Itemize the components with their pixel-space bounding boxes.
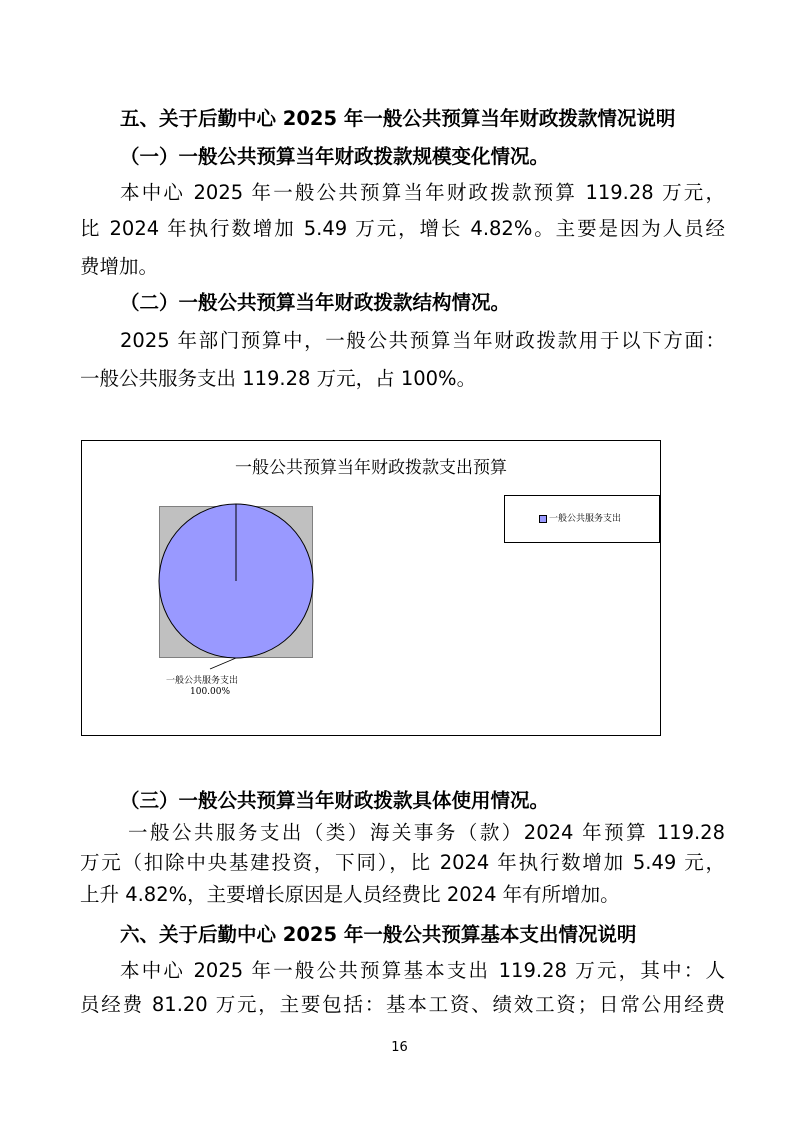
paragraph-line: 万元（扣除中央基建投资，下同），比 2024 年执行数增加 5.49 元， bbox=[80, 851, 725, 874]
legend-label: 一般公共服务支出 bbox=[549, 514, 622, 524]
pie-svg bbox=[82, 441, 660, 735]
page-number: 16 bbox=[391, 1040, 408, 1055]
paragraph-line: 比 2024 年执行数增加 5.49 万元，增长 4.82%。主要是因为人员经 bbox=[80, 217, 725, 240]
paragraph-line: 费增加。 bbox=[80, 255, 159, 278]
slice-label: 一般公共服务支出 bbox=[166, 676, 239, 686]
legend-swatch bbox=[539, 515, 547, 523]
chart-legend bbox=[504, 495, 660, 543]
paragraph-line: 2025 年部门预算中，一般公共预算当年财政拨款用于以下方面： bbox=[120, 329, 725, 352]
paragraph-line: 一般公共服务支出 119.28 万元，占 100%。 bbox=[80, 367, 477, 390]
subsection-heading: （二）一般公共预算当年财政拨款结构情况。 bbox=[120, 291, 511, 314]
paragraph-line: 一般公共服务支出（类）海关事务（款）2024 年预算 119.28 bbox=[128, 821, 725, 844]
slice-label-leader bbox=[210, 658, 236, 669]
subsection-heading: （三）一般公共预算当年财政拨款具体使用情况。 bbox=[120, 789, 550, 812]
slice-percent-label: 100.00% bbox=[190, 687, 231, 697]
paragraph-line: 本中心 2025 年一般公共预算当年财政拨款预算 119.28 万元， bbox=[120, 181, 725, 204]
subsection-heading: （一）一般公共预算当年财政拨款规模变化情况。 bbox=[120, 145, 550, 168]
section-heading: 六、关于后勤中心 2025 年一般公共预算基本支出情况说明 bbox=[120, 923, 637, 946]
paragraph-line: 员经费 81.20 万元，主要包括：基本工资、绩效工资；日常公用经费 bbox=[80, 993, 725, 1016]
pie-chart bbox=[81, 440, 661, 736]
section-heading: 五、关于后勤中心 2025 年一般公共预算当年财政拨款情况说明 bbox=[120, 107, 676, 130]
chart-title: 一般公共预算当年财政拨款支出预算 bbox=[235, 458, 507, 478]
paragraph-line: 本中心 2025 年一般公共预算基本支出 119.28 万元，其中：人 bbox=[120, 959, 725, 982]
paragraph-line: 上升 4.82%，主要增长原因是人员经费比 2024 年有所增加。 bbox=[80, 883, 620, 906]
